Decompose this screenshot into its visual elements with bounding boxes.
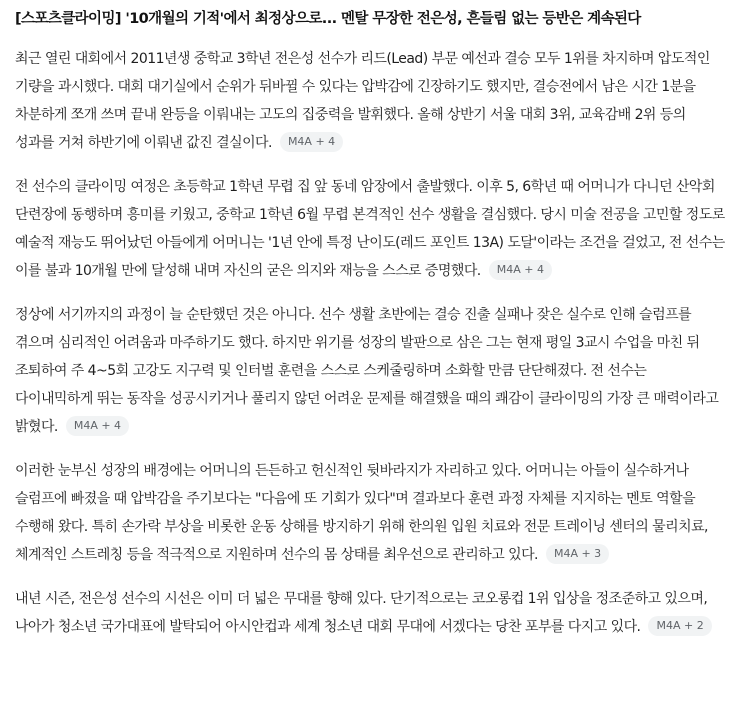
paragraph-slump <box>15 301 725 441</box>
source-chip[interactable]: M4A + 2 <box>648 616 711 636</box>
paragraph-text: 전 선수의 클라이밍 여정은 초등학교 1학년 무렵 집 앞 동네 암장에서 출발했다. 이후 5, 6학년 때 어머니가 다니던 산악회 단련장에 동행하며 흥미를 키웠고, 중학교 1학년 6월 무렵 본격적인 선수 생활을 결심했다. 당시 미술 전공을 고민할 정도로 예술적 재능도 뛰어났던 아들에게 어머니는 '1년 안에 특정 난이도(레드 포인트 13A) 도달'이라는 조건을 걸었고, 전 선수는 이를 불과 10개월 만에 달성해 내며 자신의 굳은 의지와 재능을 스스로 증명했다. <box>15 179 725 279</box>
article-title: [스포츠클라이밍] '10개월의 기적'에서 최정상으로... 멘탈 무장한 전은성, 흔들림 없는 등반은 계속된다 <box>15 11 641 27</box>
paragraph-text: 정상에 서기까지의 과정이 늘 순탄했던 것은 아니다. 선수 생활 초반에는 결승 진출 실패나 잦은 실수로 인해 슬럼프를 겪으며 심리적인 어려움과 마주하기도 했다. 하지만 위기를 성장의 발판으로 삼은 그는 현재 평일 3교시 수업을 마친 뒤 조퇴하여 주 4~5회 고강도 지구력 및 인터벌 훈련을 스스로 스케줄링하며 소화할 만큼 단단해졌다. 전 선수는 다이내믹하게 뛰는 동작을 성공시키거나 풀리지 않던 어려운 문제를 해결했을 때의 쾌감이 클라이밍의 가장 큰 매력이라고 밝혔다. <box>15 307 719 435</box>
source-chip[interactable]: M4A + 3 <box>546 544 609 564</box>
source-chip[interactable]: M4A + 4 <box>280 132 343 152</box>
paragraph-result <box>15 45 725 157</box>
source-chip[interactable]: M4A + 4 <box>489 260 552 280</box>
paragraph-next-season <box>15 585 725 641</box>
paragraph-journey <box>15 173 725 285</box>
paragraph-text: 이러한 눈부신 성장의 배경에는 어머니의 든든하고 헌신적인 뒷바라지가 자리하고 있다. 어머니는 아들이 실수하거나 슬럼프에 빠졌을 때 압박감을 주기보다는 "다음에 또 기회가 있다"며 결과보다 훈련 과정 자체를 지지하는 멘토 역할을 수행해 왔다. 특히 손가락 부상을 비롯한 운동 상해를 방지하기 위해 한의원 입원 치료와 전문 트레이닝 센터의 물리치료, 체계적인 스트레칭 등을 적극적으로 지원하며 선수의 몸 상태를 최우선으로 관리하고 있다. <box>15 463 708 563</box>
paragraph-text: 내년 시즌, 전은성 선수의 시선은 이미 더 넓은 무대를 향해 있다. 단기적으로는 코오롱컵 1위 입상을 정조준하고 있으며, 나아가 청소년 국가대표에 발탁되어 아시안컵과 세계 청소년 대회 무대에 서겠다는 당찬 포부를 다지고 있다. <box>15 591 708 635</box>
paragraph-text: 최근 열린 대회에서 2011년생 중학교 3학년 전은성 선수가 리드(Lead) 부문 예선과 결승 모두 1위를 차지하며 압도적인 기량을 과시했다. 대회 대기실에서 순위가 뒤바뀔 수 있다는 압박감에 긴장하기도 했지만, 결승전에서 남은 시간 1분을 차분하게 쪼개 쓰며 끝내 완등을 이뤄내는 고도의 집중력을 발휘했다. 올해 상반기 서울 대회 3위, 교육감배 2위 등의 성과를 거쳐 하반기에 이뤄낸 값진 결실이다. <box>15 51 710 151</box>
paragraph-mother <box>15 457 725 569</box>
source-chip[interactable]: M4A + 4 <box>66 416 129 436</box>
